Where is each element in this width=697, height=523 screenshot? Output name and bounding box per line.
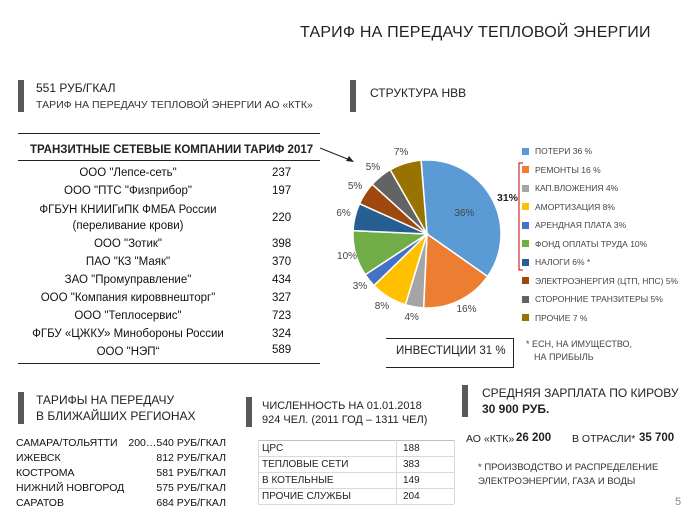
salary-footnote-2: ЭЛЕКТРОЭНЕРГИИ, ГАЗА И ВОДЫ [478,476,636,487]
salary-industry-label: В ОТРАСЛИ* [572,433,636,445]
pie-slice-percent: 7% [393,146,409,158]
pie-slice-percent: 4% [404,311,419,323]
investments-label: ИНВЕСТИЦИИ 31 % [396,345,506,357]
nvv-title: СТРУКТУРА НВВ [370,86,467,100]
transit-row-name: ООО "НЭП“ [96,346,160,358]
transit-row-value: 589 [272,344,292,356]
table-bottom-rule [18,363,320,364]
transit-row-value: 370 [272,256,292,268]
legend-label: НАЛОГИ 6% * [535,257,591,267]
pie-slice-percent: 3% [352,281,368,293]
legend-swatch [522,296,529,303]
section-marker [18,80,24,112]
dept-count: 383 [403,459,420,470]
region-tariff: 581 РУБ/ГКАЛ [156,467,226,479]
legend-item [522,294,663,304]
transit-row-name: ФГБУН КНИИГиПК ФМБА России [39,204,217,216]
section-marker [350,80,356,112]
transit-row-name: ЗАО "Промуправление" [64,274,192,286]
legend-item [522,276,678,286]
legend-swatch [522,185,529,192]
salary-footnote-1: * ПРОИЗВОДСТВО И РАСПРЕДЕЛЕНИЕ [478,462,659,473]
grid-line [258,488,454,489]
section-marker [18,392,24,424]
legend-label: СТОРОННИЕ ТРАНЗИТЕРЫ 5% [535,294,663,304]
dept-name: ЦРС [262,443,284,454]
transit-row-name: ООО "Лепсе-сеть" [79,167,177,179]
region-tariff: 200…540 РУБ/ГКАЛ [128,437,226,449]
legend-swatch [522,148,529,155]
transit-row-value: 197 [272,185,292,197]
dept-count: 204 [403,491,420,502]
dept-name: ТЕПЛОВЫЕ СЕТИ [262,459,349,470]
region-tariff: 575 РУБ/ГКАЛ [156,482,226,494]
legend-item [522,146,592,156]
grid-line [454,440,455,504]
transit-row-name: ООО "Зотик" [93,238,162,250]
page-title: ТАРИФ НА ПЕРЕДАЧУ ТЕПЛОВОЙ ЭНЕРГИИ [300,24,651,41]
legend-swatch [522,166,529,173]
dept-count: 149 [403,475,420,486]
pie-slice-percent: 36% [454,207,475,219]
legend-label: РЕМОНТЫ 16 % [535,164,601,175]
transit-row-name: ООО "Компания кироввнешторг" [40,292,216,304]
legend-item [522,183,618,193]
regions-title-2: В БЛИЖАЙШИХ РЕГИОНАХ [36,409,196,423]
region-name: НИЖНИЙ НОВГОРОД [16,482,125,494]
pie-slice-percent: 16% [456,304,477,316]
legend-swatch [522,259,529,266]
pie-slice-percent: 5% [365,161,381,173]
salary-ktk-value: 26 200 [516,432,552,444]
legend-label: ПОТЕРИ 36 % [535,146,593,156]
grid-line [258,504,454,505]
legend-label: ЭЛЕКТРОЭНЕРГИЯ (ЦТП, НПС) 5% [535,275,679,286]
section-marker [462,385,468,417]
grid-line [258,456,454,457]
dept-count: 188 [403,443,420,454]
legend-label: АМОРТИЗАЦИЯ 8% [535,201,615,212]
legend-item [522,239,647,249]
grid-line [396,440,397,504]
region-name: САМАРА/ТОЛЬЯТТИ [16,437,118,449]
transit-header-tariff: ТАРИФ 2017 [244,144,314,156]
legend-swatch [522,240,529,247]
legend-item [522,202,615,212]
section-marker [246,397,252,427]
legend-label: КАП.ВЛОЖЕНИЯ 4% [535,183,619,193]
legend-swatch [522,314,529,321]
transit-row-name: ООО "Теплосервис" [74,310,182,322]
legend-swatch [522,277,529,284]
page-number: 5 [675,496,682,508]
pie-slice-percent: 6% [336,208,351,220]
region-name: ИЖЕВСК [16,452,61,464]
grid-line [258,472,454,473]
salary-industry-value: 35 700 [639,432,675,444]
legend-label: ПРОЧИЕ 7 % [535,312,588,323]
salary-title-1: СРЕДНЯЯ ЗАРПЛАТА ПО КИРОВУ [482,386,679,400]
grid-line [258,440,454,441]
region-tariff: 812 РУБ/ГКАЛ [156,452,226,464]
transit-row-name: ФГБУ «ЦЖКУ» Минобороны России [32,328,224,340]
headcount-title-2: 924 ЧЕЛ. (2011 ГОД – 1311 ЧЕЛ) [262,414,428,426]
dept-name: ПРОЧИЕ СЛУЖБЫ [262,491,351,502]
nvv-footnote-1: * ЕСН, НА ИМУЩЕСТВО, [526,339,633,349]
pie-slice-percent: 8% [374,300,390,312]
tariff-value: 551 РУБ/ГКАЛ [36,81,116,95]
table-header-rule [18,160,320,161]
transit-row-value: 398 [272,238,292,250]
legend-label: ФОНД ОПЛАТЫ ТРУДА 10% [535,238,648,249]
transit-row-value: 324 [272,328,292,340]
grid-line [258,440,259,504]
salary-ktk-label: АО «КТК» [466,433,515,445]
transit-row-value: 327 [272,292,292,304]
table-top-rule [18,133,320,134]
nvv-footnote-2: НА ПРИБЫЛЬ [534,352,594,362]
legend-item [522,257,590,267]
legend-swatch [522,203,529,210]
transit-row-value: 723 [272,310,292,322]
headcount-title-1: ЧИСЛЕННОСТЬ НА 01.01.2018 [262,400,422,412]
legend-label: АРЕНДНАЯ ПЛАТА 3% [535,220,627,230]
legend-item [522,313,587,323]
pie-slice-percent: 5% [347,181,363,193]
pie-slice-percent: 10% [337,250,358,262]
group-percent-label: 31% [497,192,519,204]
transit-row-value: 220 [272,212,292,224]
region-name: КОСТРОМА [16,467,75,479]
nvv-pie-chart [348,148,508,318]
regions-title-1: ТАРИФЫ НА ПЕРЕДАЧУ [36,393,175,407]
legend-item [522,165,601,175]
group-bracket [516,162,524,272]
region-tariff: 684 РУБ/ГКАЛ [156,497,226,509]
region-name: САРАТОВ [16,497,64,509]
transit-row-name: ПАО "КЗ "Маяк" [85,256,171,268]
transit-row-value: 434 [272,274,292,286]
transit-header-company: ТРАНЗИТНЫЕ СЕТЕВЫЕ КОМПАНИИ [30,144,242,156]
legend-swatch [522,222,529,229]
dept-name: В КОТЕЛЬНЫЕ [262,475,334,486]
transit-row-name: ООО "ПТС "Физприбор" [64,185,192,197]
legend-item [522,220,626,230]
transit-row-value: 237 [272,167,292,179]
salary-title-2: 30 900 РУБ. [482,402,550,416]
transit-row-name-sub: (переливание крови) [72,220,184,232]
tariff-caption: ТАРИФ НА ПЕРЕДАЧУ ТЕПЛОВОЙ ЭНЕРГИИ АО «КТК» [36,99,313,111]
